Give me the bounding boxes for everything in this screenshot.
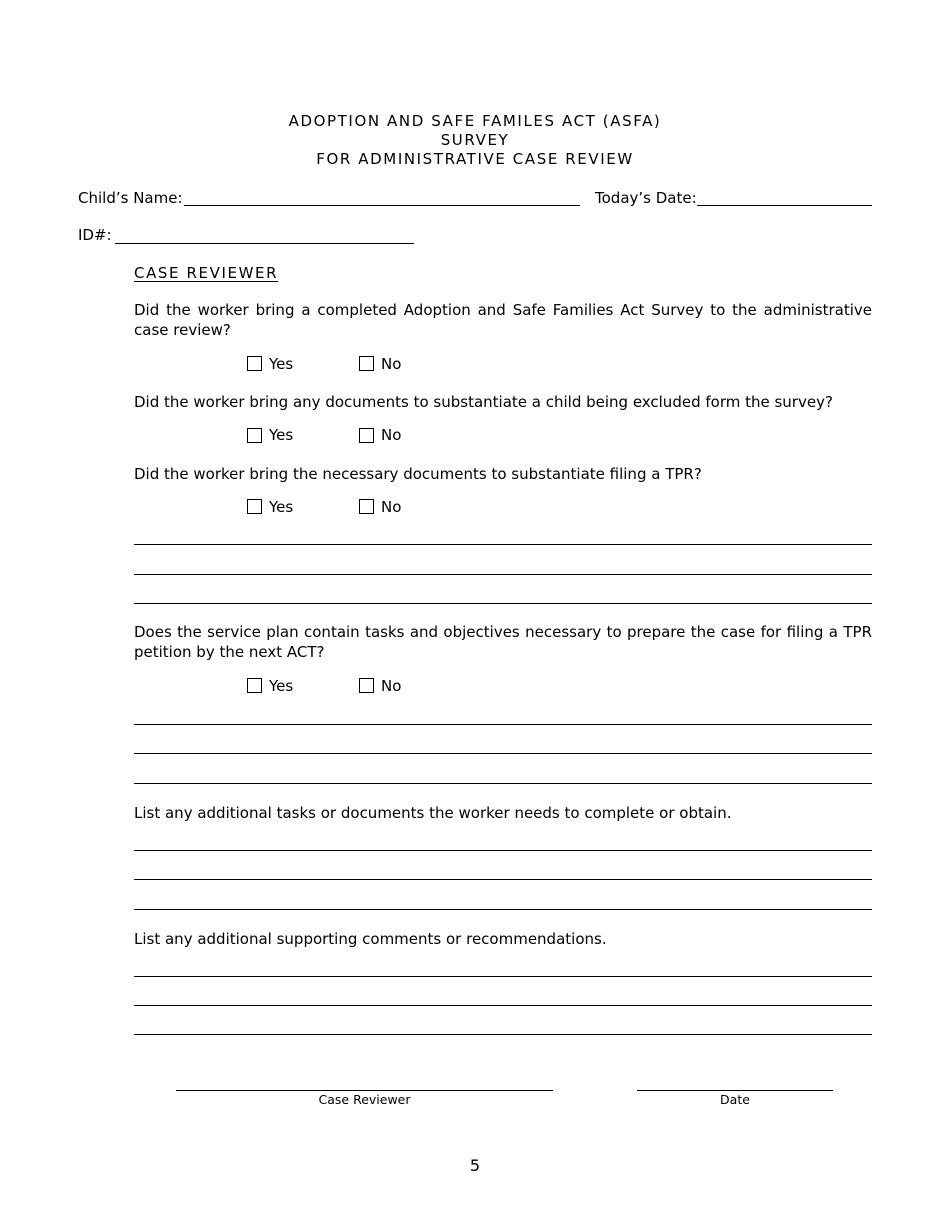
- question-4-answer-line-2[interactable]: [134, 753, 872, 754]
- question-3-yes-checkbox[interactable]: [247, 499, 262, 514]
- additional-tasks-line-2[interactable]: [134, 879, 872, 880]
- additional-comments-line-1[interactable]: [134, 976, 872, 977]
- additional-tasks-prompt: List any additional tasks or documents the worker needs to complete or obtain.: [134, 804, 732, 822]
- question-1-yes-checkbox[interactable]: [247, 356, 262, 371]
- question-4-text: Does the service plan contain tasks and objectives necessary to prepare the case for filing a TPR petition by the next ACT?: [134, 623, 872, 661]
- question-2-yes-label: Yes: [269, 426, 294, 444]
- childs-name-label: Child’s Name:: [78, 189, 183, 207]
- question-1-no-label: No: [381, 355, 402, 373]
- question-4-no-label: No: [381, 677, 402, 695]
- todays-date-field[interactable]: [697, 205, 872, 206]
- question-2-no-label: No: [381, 426, 402, 444]
- question-4-yes-label: Yes: [269, 677, 294, 695]
- question-3-answer-line-2[interactable]: [134, 574, 872, 575]
- question-3-text: Did the worker bring the necessary documents to substantiate filing a TPR?: [134, 465, 702, 483]
- form-title-line-3: FOR ADMINISTRATIVE CASE REVIEW: [316, 150, 634, 168]
- question-3-answer-line-3[interactable]: [134, 603, 872, 604]
- question-1-no-checkbox[interactable]: [359, 356, 374, 371]
- id-label: ID#:: [78, 226, 112, 244]
- question-2-no-checkbox[interactable]: [359, 428, 374, 443]
- question-4-answer-line-3[interactable]: [134, 783, 872, 784]
- form-title-line-2: SURVEY: [440, 131, 510, 149]
- page-number: 5: [469, 1156, 481, 1175]
- additional-comments-line-2[interactable]: [134, 1005, 872, 1006]
- question-3-no-checkbox[interactable]: [359, 499, 374, 514]
- case-reviewer-signature-line[interactable]: [176, 1090, 553, 1091]
- signature-date-label: Date: [720, 1092, 750, 1107]
- childs-name-field[interactable]: [184, 205, 580, 206]
- additional-tasks-line-3[interactable]: [134, 909, 872, 910]
- question-3-yes-label: Yes: [269, 498, 294, 516]
- question-1-yes-label: Yes: [269, 355, 294, 373]
- question-2-text: Did the worker bring any documents to substantiate a child being excluded form the survey?: [134, 393, 833, 411]
- additional-comments-line-3[interactable]: [134, 1034, 872, 1035]
- question-3-no-label: No: [381, 498, 402, 516]
- todays-date-label: Today’s Date:: [595, 189, 697, 207]
- case-reviewer-signature-label: Case Reviewer: [318, 1092, 411, 1107]
- question-1-text: Did the worker bring a completed Adoption and Safe Families Act Survey to the administrative case review?: [134, 301, 872, 339]
- question-3-answer-line-1[interactable]: [134, 544, 872, 545]
- section-heading-case-reviewer: CASE REVIEWER: [134, 264, 279, 282]
- signature-date-line[interactable]: [637, 1090, 833, 1091]
- additional-tasks-line-1[interactable]: [134, 850, 872, 851]
- id-field[interactable]: [115, 243, 414, 244]
- form-title-line-1: ADOPTION AND SAFE FAMILES ACT (ASFA): [288, 112, 662, 130]
- question-4-yes-checkbox[interactable]: [247, 678, 262, 693]
- additional-comments-prompt: List any additional supporting comments or recommendations.: [134, 930, 607, 948]
- question-4-no-checkbox[interactable]: [359, 678, 374, 693]
- question-4-answer-line-1[interactable]: [134, 724, 872, 725]
- question-2-yes-checkbox[interactable]: [247, 428, 262, 443]
